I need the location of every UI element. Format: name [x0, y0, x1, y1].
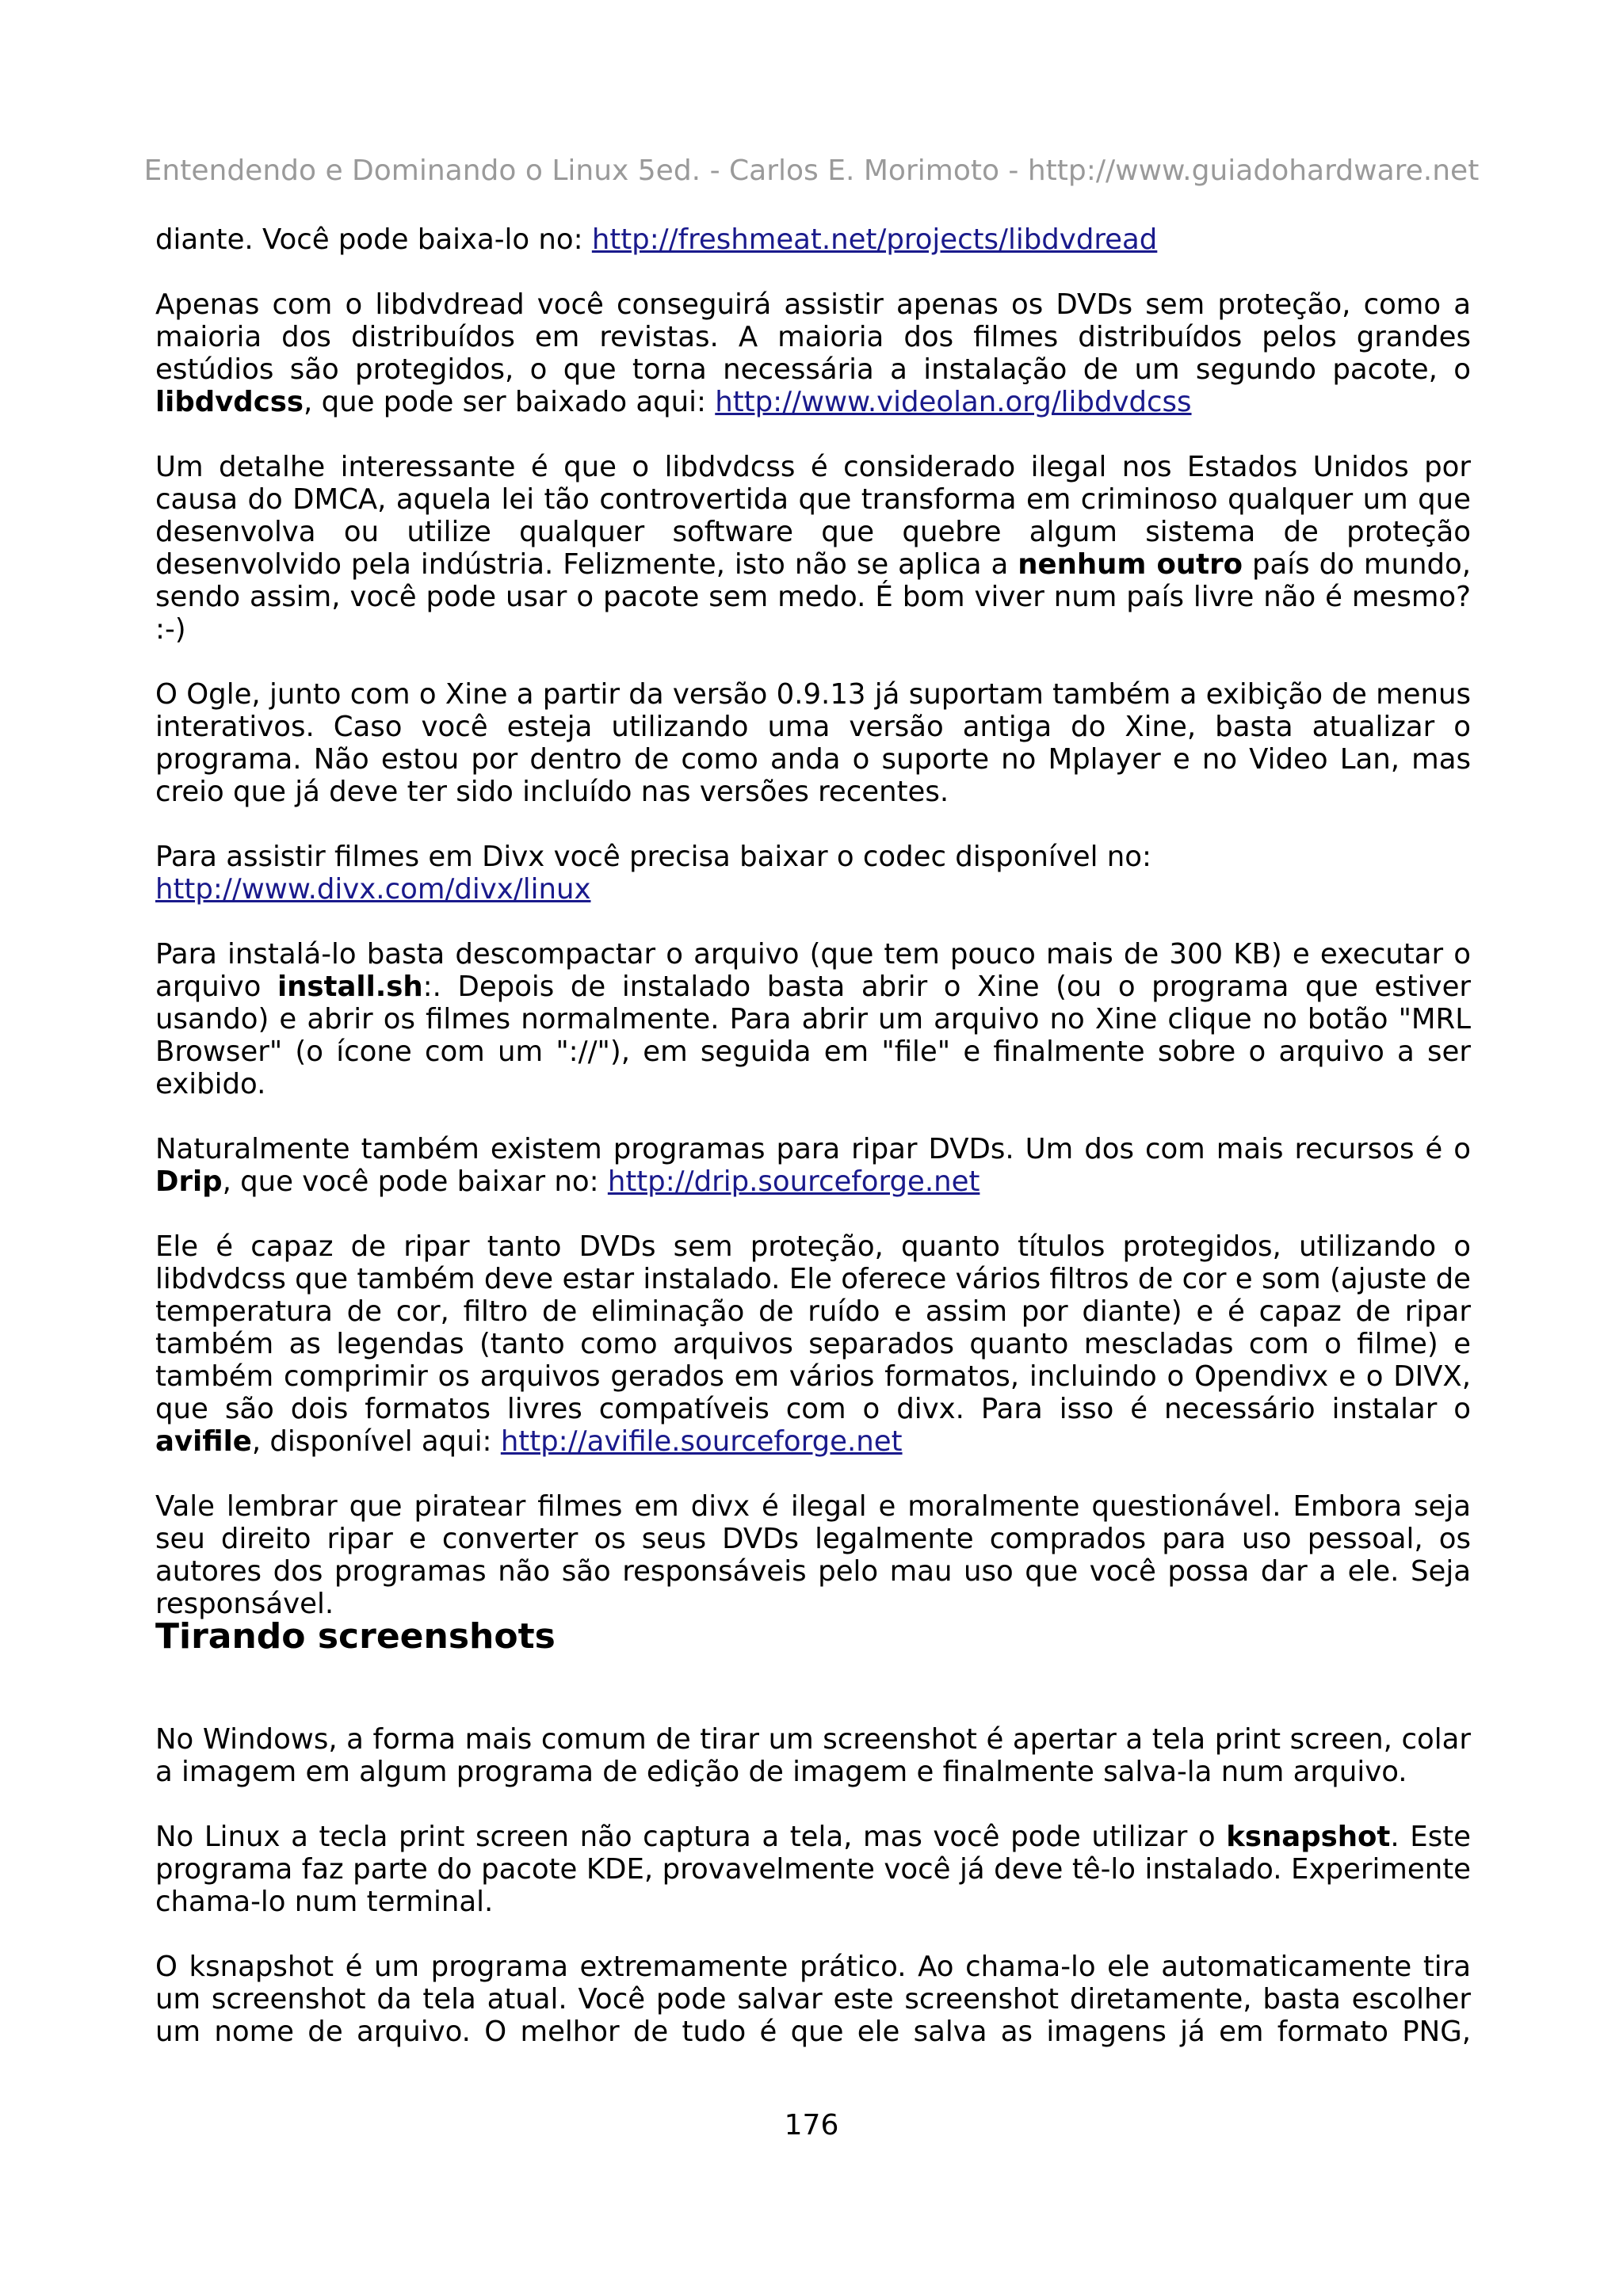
section-heading: Tirando screenshots [155, 1616, 556, 1657]
paragraph-4: O Ogle, junto com o Xine a partir da versão 0.9.13 já suportam também a exibição de menus interativos. Caso você esteja utilizando uma versão antiga do Xine, basta atualizar o programa. Não estou por dentro de como anda o suporte no Mplayer e no Video Lan, mas creio que já deve ter sido incluído nas versões recentes. [155, 678, 1471, 808]
avifile-link[interactable]: http://avifile.sourceforge.net [500, 1425, 903, 1458]
body-text-top [155, 223, 1471, 1620]
paragraph-7: Naturalmente também existem programas para ripar DVDs. Um dos com mais recursos é o Drip, que você pode baixar no: http://drip.sourceforge.net [155, 1133, 1471, 1198]
paragraph-9: Vale lembrar que piratear filmes em divx é ilegal e moralmente questionável. Embora seja seu direito ripar e converter os seus DVDs legalmente comprados para uso pessoal, os autores dos programas não são responsáveis pelo mau uso que você possa dar a ele. Seja responsável. [155, 1490, 1471, 1620]
body-text-bottom [155, 1723, 1471, 2081]
paragraph-3: Um detalhe interessante é que o libdvdcss é considerado ilegal nos Estados Unidos por causa do DMCA, aquela lei tão controvertida que transforma em criminoso qualquer um que desenvolva ou utilize qualquer software que quebre algum sistema de proteção desenvolvido pela indústria. Felizmente, isto não se aplica a nenhum outro país do mundo, sendo assim, você pode usar o pacote sem medo. É bom viver num país livre não é mesmo? :-) [155, 451, 1472, 646]
drip-link[interactable]: http://drip.sourceforge.net [607, 1165, 980, 1198]
page-number: 176 [784, 2109, 839, 2142]
libdvdcss-link[interactable]: http://www.videolan.org/libdvdcss [715, 386, 1192, 418]
paragraph-2: Apenas com o libdvdread você conseguirá assistir apenas os DVDs sem proteção, como a maioria dos distribuídos em revistas. A maioria dos filmes distribuídos pelos grandes estúdios são protegidos, o que torna necessária a instalação de um segundo pacote, o libdvdcss, que pode ser baixado aqui: http://www.videolan.org/libdvdcss [155, 288, 1471, 418]
running-header: Entendendo e Dominando o Linux 5ed. - Carlos E. Morimoto - http://www.guiadohardware.net [143, 154, 1480, 187]
paragraph-8: Ele é capaz de ripar tanto DVDs sem proteção, quanto títulos protegidos, utilizando o libdvdcss que também deve estar instalado. Ele oferece vários filtros de cor e som (ajuste de temperatura de cor, filtro de eliminação de ruído e assim por diante) e é capaz de ripar também as legendas (tanto como arquivos separados quanto mescladas com o filme) e também comprimir os arquivos gerados em vários formatos, incluindo o Opendivx e o DIVX, que são dois formatos livres compatíveis com o divx. Para isso é necessário instalar o avifile, disponível aqui: http://avifile.sourceforge.net [155, 1230, 1471, 1458]
paragraph-6: Para instalá-lo basta descompactar o arquivo (que tem pouco mais de 300 KB) e executar o arquivo install.sh:. Depois de instalado basta abrir o Xine (ou o programa que estiver usando) e abrir os filmes normalmente. Para abrir um arquivo no Xine clique no botão "MRL Browser" (o ícone com um "://"), em seguida em "file" e finalmente sobre o arquivo a ser exibido. [155, 938, 1471, 1100]
paragraph-5: Para assistir filmes em Divx você precisa baixar o codec disponível no: http://www.divx.com/divx/linux [155, 841, 1151, 906]
divx-link[interactable]: http://www.divx.com/divx/linux [155, 873, 591, 906]
paragraph-1: diante. Você pode baixa-lo no: http://freshmeat.net/projects/libdvdread [155, 223, 1158, 256]
libdvdread-link[interactable]: http://freshmeat.net/projects/libdvdread [591, 223, 1158, 256]
paragraph-12: O ksnapshot é um programa extremamente prático. Ao chama-lo ele automaticamente tira um screenshot da tela atual. Você pode salvar este screenshot diretamente, basta escolher um nome de arquivo. O melhor de tudo é que ele salva as imagens já em formato PNG, [155, 1951, 1471, 2048]
paragraph-11: No Linux a tecla print screen não captura a tela, mas você pode utilizar o ksnapshot. Este programa faz parte do pacote KDE, provavelmente você já deve tê-lo instalado. Experimente chama-lo num terminal. [155, 1821, 1471, 1918]
paragraph-10: No Windows, a forma mais comum de tirar um screenshot é apertar a tela print screen, colar a imagem em algum programa de edição de imagem e finalmente salva-la num arquivo. [155, 1723, 1471, 1788]
